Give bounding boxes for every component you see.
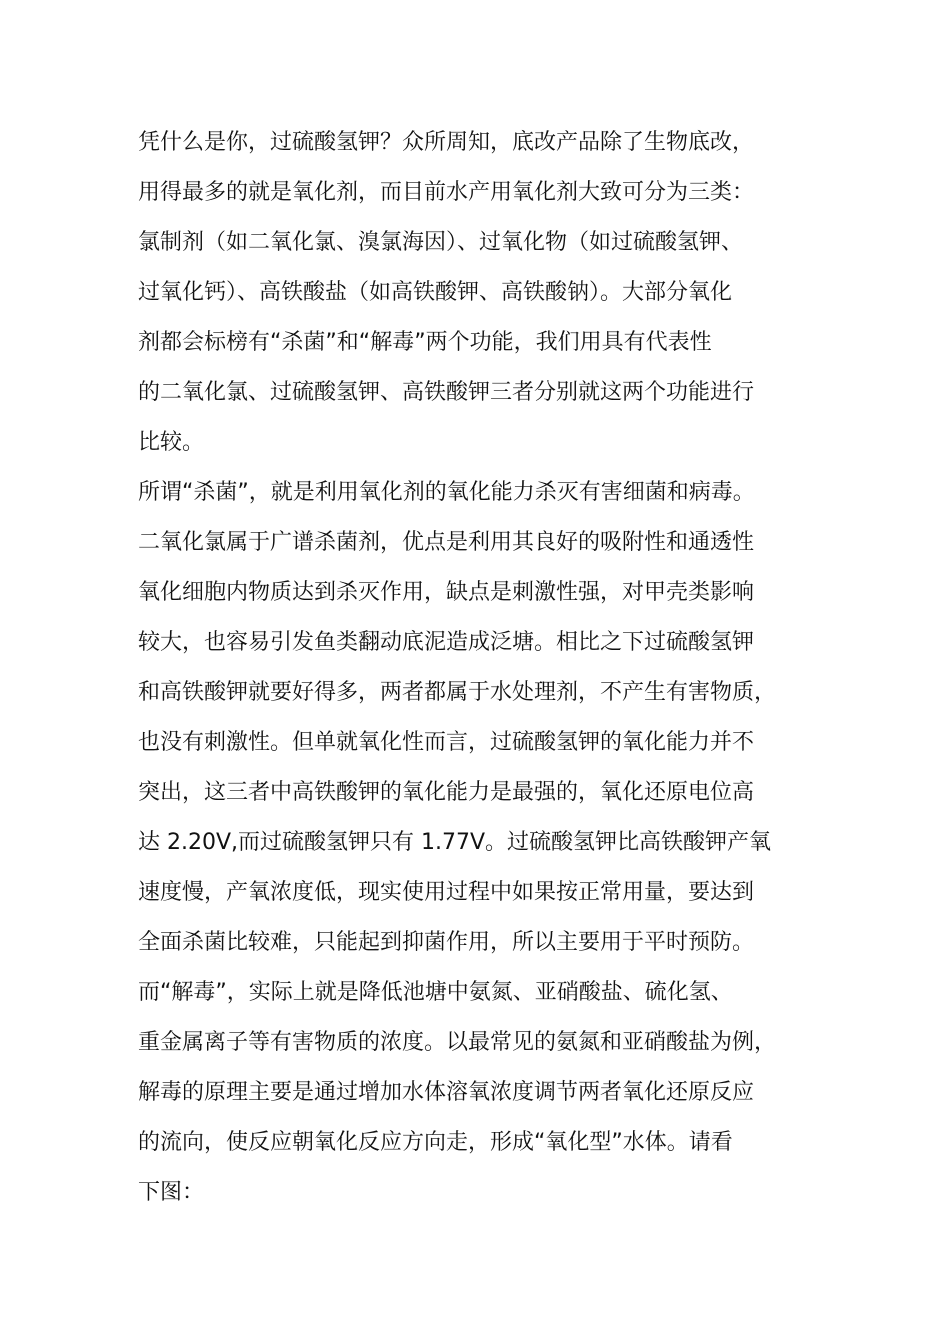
text-line: 突出，这三者中高铁酸钾的氧化能力是最强的，氧化还原电位高	[138, 780, 755, 805]
text-line: 二氧化氯属于广谱杀菌剂，优点是利用其良好的吸附性和通透性	[138, 530, 755, 555]
text-line: 的二氧化氯、过硫酸氢钾、高铁酸钾三者分别就这两个功能进行	[138, 380, 755, 405]
text-line: 比较。	[138, 430, 205, 455]
text-line: 的流向，使反应朝氧化反应方向走，形成“氧化型”水体。请看	[138, 1130, 733, 1155]
text-line: 所谓“杀菌”，就是利用氧化剂的氧化能力杀灭有害细菌和病毒。	[138, 480, 755, 505]
text-line: 过氧化钙）、高铁酸盐（如高铁酸钾、高铁酸钠）。大部分氧化	[138, 280, 733, 305]
text-line: 而“解毒”，实际上就是降低池塘中氨氮、亚硝酸盐、硫化氢、	[138, 980, 733, 1005]
text-line: 氧化细胞内物质达到杀灭作用，缺点是刺激性强，对甲壳类影响	[138, 580, 755, 605]
text-line: 凭什么是你，过硫酸氢钾？众所周知，底改产品除了生物底改，	[138, 130, 755, 155]
text-line: 全面杀菌比较难，只能起到抑菌作用，所以主要用于平时预防。	[138, 930, 755, 955]
text-line: 也没有刺激性。但单就氧化性而言，过硫酸氢钾的氧化能力并不	[138, 730, 755, 755]
text-line: 较大，也容易引发鱼类翻动底泥造成泛塘。相比之下过硫酸氢钾	[138, 630, 755, 655]
text-line: 用得最多的就是氧化剂，而目前水产用氧化剂大致可分为三类：	[138, 180, 755, 205]
body-text	[138, 118, 818, 1218]
text-line: 重金属离子等有害物质的浓度。以最常见的氨氮和亚硝酸盐为例，	[138, 1030, 777, 1055]
text-line: 解毒的原理主要是通过增加水体溶氧浓度调节两者氧化还原反应	[138, 1080, 755, 1105]
text-line: 速度慢，产氧浓度低，现实使用过程中如果按正常用量，要达到	[138, 880, 755, 905]
text-line: 下图：	[138, 1180, 205, 1205]
text-line: 和高铁酸钾就要好得多，两者都属于水处理剂，不产生有害物质，	[138, 680, 777, 705]
text-line: 剂都会标榜有“杀菌”和“解毒”两个功能，我们用具有代表性	[138, 330, 712, 355]
text-line: 达 2.20V,而过硫酸氢钾只有 1.77V。过硫酸氢钾比高铁酸钾产氧	[138, 830, 772, 855]
text-line: 氯制剂（如二氧化氯、溴氯海因）、过氧化物（如过硫酸氢钾、	[138, 230, 744, 255]
